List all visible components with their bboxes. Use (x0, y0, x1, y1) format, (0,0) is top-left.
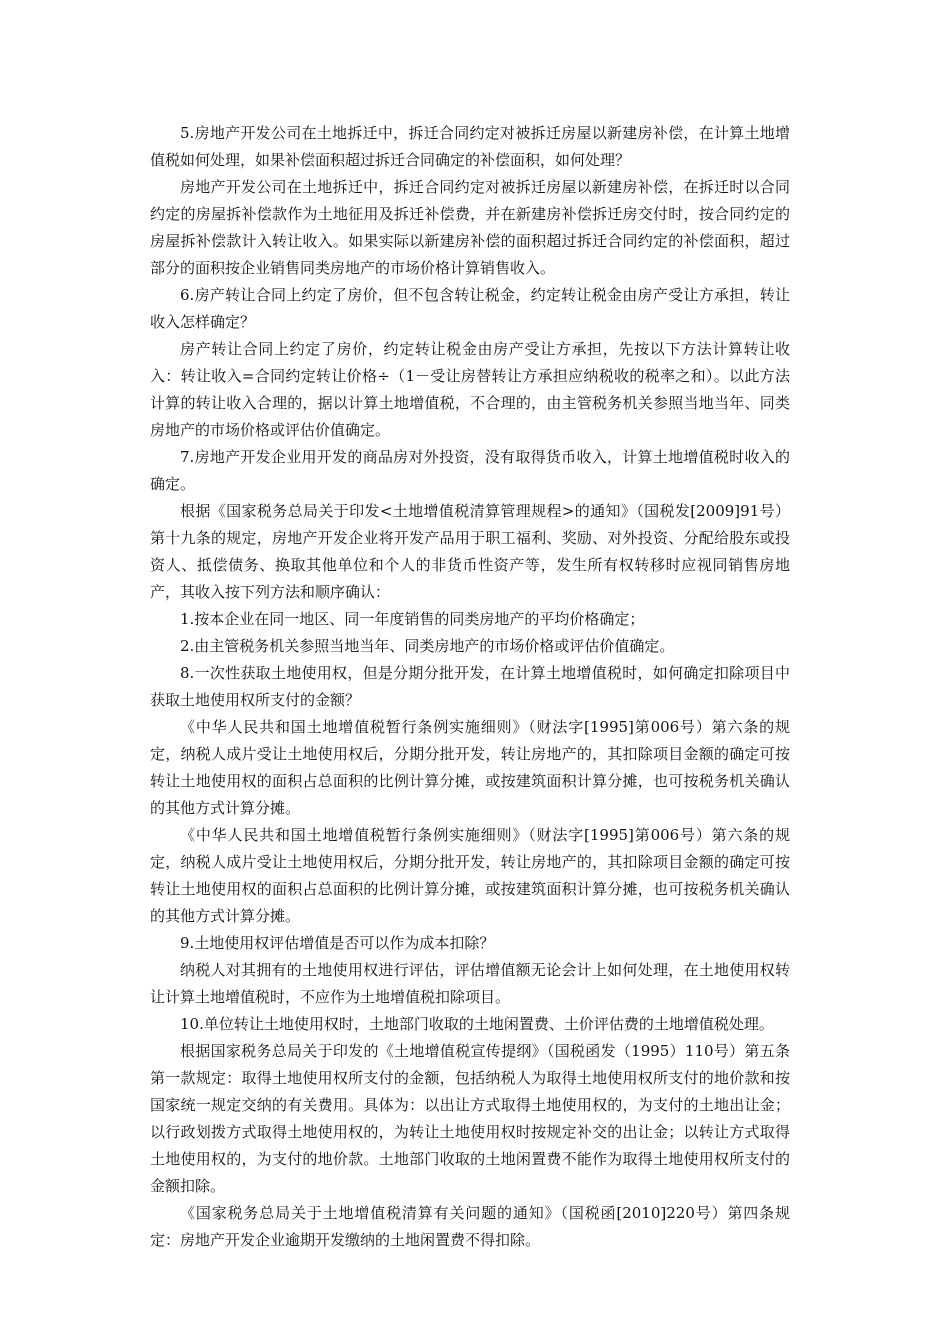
answer-8-b: 《中华人民共和国土地增值税暂行条例实施细则》（财法字[1995]第006号）第六条的规定，纳税人成片受让土地使用权后，分期分批开发，转让房地产的，其扣除项目金额的确定可按转让土地使用权的面积占总面积的比例计算分摊，或按建筑面积计算分摊，也可按税务机关确认的其他方式计算分摊。 (150, 826, 790, 925)
answer-10-b: 《国家税务总局关于土地增值税清算有关问题的通知》（国税函[2010]220号）第四条规定：房地产开发企业逾期开发缴纳的土地闲置费不得扣除。 (150, 1204, 790, 1249)
question-5: 5.房地产开发公司在土地拆迁中，拆迁合同约定对被拆迁房屋以新建房补偿，在计算土地增值税如何处理，如果补偿面积超过拆迁合同确定的补偿面积，如何处理？ (150, 124, 790, 169)
answer-10-a: 根据国家税务总局关于印发的《土地增值税宣传提纲》（国税函发（1995）110号）第五条第一款规定：取得土地使用权所支付的金额，包括纳税人为取得土地使用权所支付的地价款和按国家统一规定交纳的有关费用。具体为：以出让方式取得土地使用权的，为支付的土地出让金；以行政划拨方式取得土地使用权的，为转让土地使用权时按规定补交的出让金；以转让方式取得土地使用权的，为支付的地价款。土地部门收取的土地闲置费不能作为取得土地使用权所支付的金额扣除。 (150, 1042, 790, 1195)
question-6: 6.房产转让合同上约定了房价，但不包含转让税金，约定转让税金由房产受让方承担，转让收入怎样确定？ (150, 286, 790, 331)
question-8: 8.一次性获取土地使用权，但是分期分批开发，在计算土地增值税时，如何确定扣除项目中获取土地使用权所支付的金额？ (150, 664, 790, 709)
question-9: 9.土地使用权评估增值是否可以作为成本扣除？ (180, 934, 495, 952)
question-10: 10.单位转让土地使用权时，土地部门收取的土地闲置费、土价评估费的土地增值税处理。 (180, 1015, 774, 1033)
answer-7-item-1: 1.按本企业在同一地区、同一年度销售的同类房地产的平均价格确定； (180, 610, 645, 628)
answer-8-a: 《中华人民共和国土地增值税暂行条例实施细则》（财法字[1995]第006号）第六条的规定，纳税人成片受让土地使用权后，分期分批开发，转让房地产的，其扣除项目金额的确定可按转让土地使用权的面积占总面积的比例计算分摊，或按建筑面积计算分摊，也可按税务机关确认的其他方式计算分摊。 (150, 718, 790, 817)
answer-6: 房产转让合同上约定了房价，约定转让税金由房产受让方承担，先按以下方法计算转让收入：转让收入=合同约定转让价格÷（1－受让房替转让方承担应纳税收的税率之和）。以此方法计算的转让收入合理的，据以计算土地增值税，不合理的，由主管税务机关参照当地当年、同类房地产的市场价格或评估价值确定。 (150, 340, 790, 439)
answer-7: 根据《国家税务总局关于印发<土地增值税清算管理规程>的通知》（国税发[2009]91号）第十九条的规定，房地产开发企业将开发产品用于职工福利、奖励、对外投资、分配给股东或投资人、抵偿债务、换取其他单位和个人的非货币性资产等，发生所有权转移时应视同销售房地产，其收入按下列方法和顺序确认： (150, 502, 790, 601)
question-7: 7.房地产开发企业用开发的商品房对外投资，没有取得货币收入，计算土地增值税时收入的确定。 (150, 448, 790, 493)
document-page (150, 120, 790, 1254)
answer-7-item-2: 2.由主管税务机关参照当地当年、同类房地产的市场价格或评估价值确定。 (180, 637, 675, 655)
answer-9: 纳税人对其拥有的土地使用权进行评估，评估增值额无论会计上如何处理，在土地使用权转让计算土地增值税时，不应作为土地增值税扣除项目。 (150, 961, 790, 1006)
answer-5: 房地产开发公司在土地拆迁中，拆迁合同约定对被拆迁房屋以新建房补偿，在拆迁时以合同约定的房屋拆补偿款作为土地征用及拆迁补偿费，并在新建房补偿拆迁房交付时，按合同约定的房屋拆补偿款计入转让收入。如果实际以新建房补偿的面积超过拆迁合同约定的补偿面积，超过部分的面积按企业销售同类房地产的市场价格计算销售收入。 (150, 178, 790, 277)
